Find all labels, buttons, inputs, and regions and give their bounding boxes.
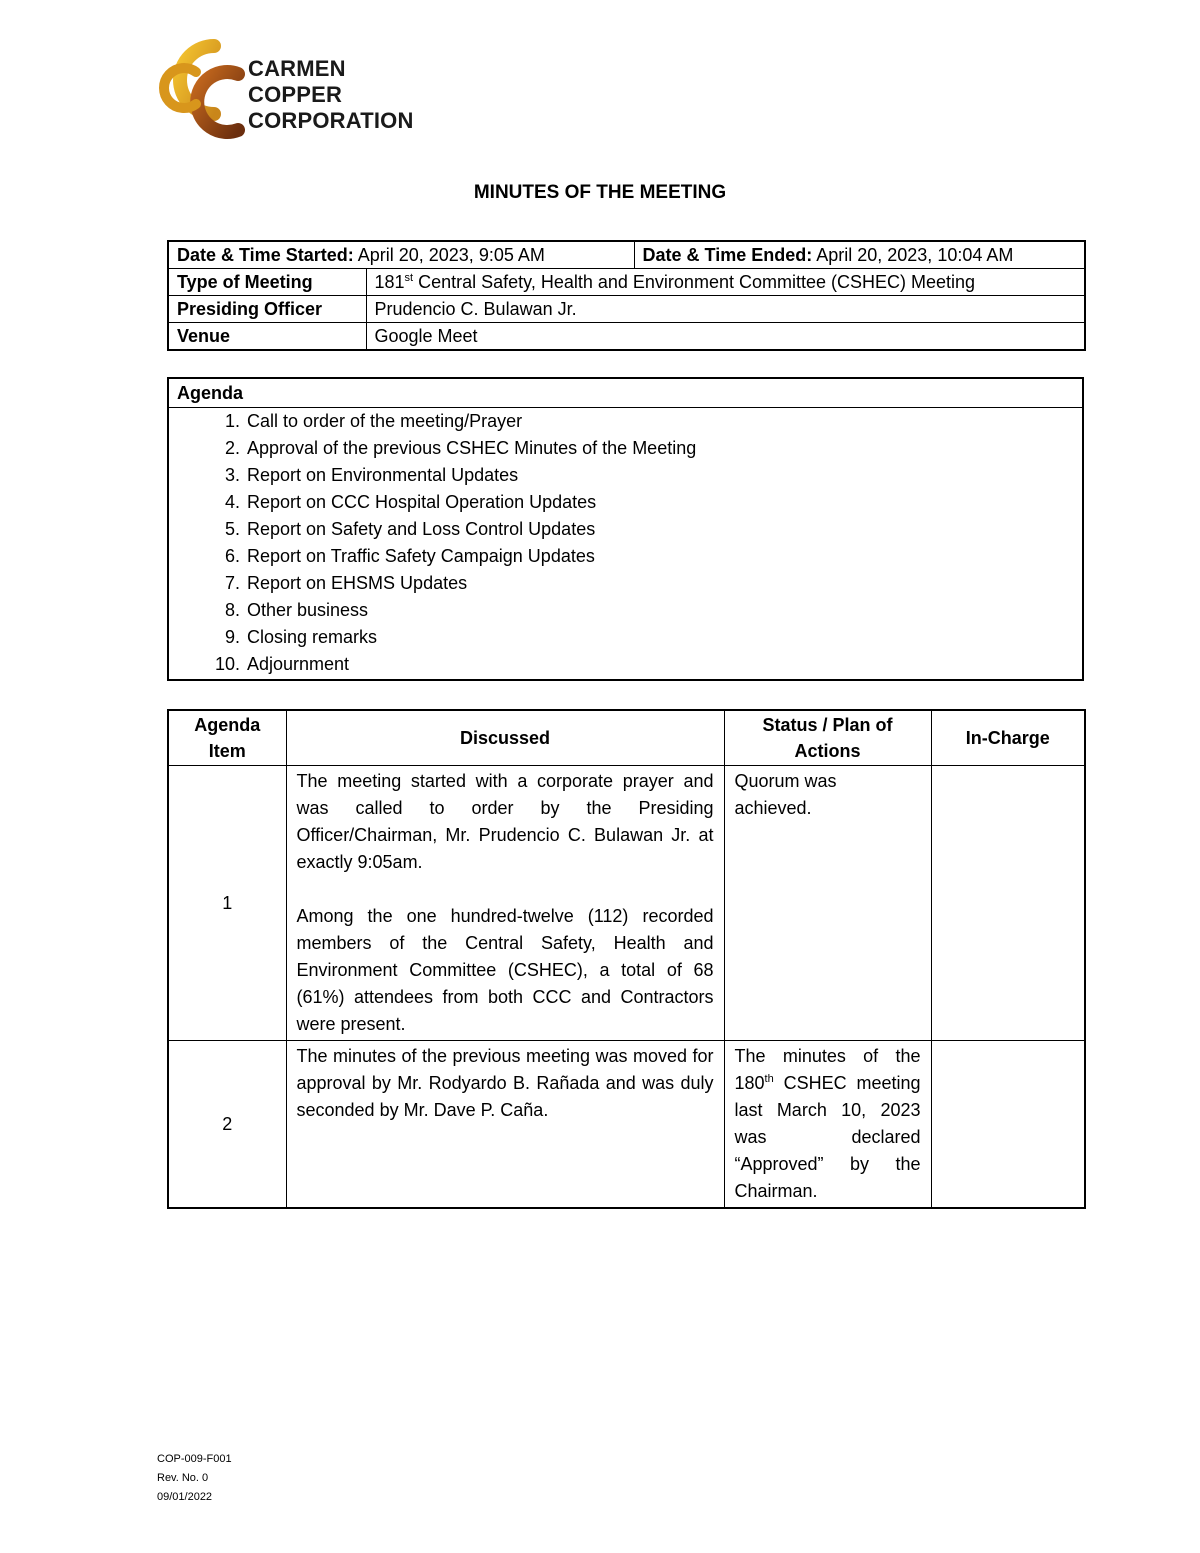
officer-label: Presiding Officer [168, 296, 366, 323]
agenda-item: 8. Other business [245, 597, 1082, 624]
venue-row [168, 323, 1085, 351]
header-in-charge: In-Charge [931, 710, 1085, 766]
agenda-item: 6. Report on Traffic Safety Campaign Updates [245, 543, 1082, 570]
row-in-charge [931, 1041, 1085, 1209]
status-text-start: The minutes of the 180 [734, 1046, 921, 1093]
minutes-header-row [168, 710, 1085, 766]
company-name-line2: COPPER [248, 82, 343, 107]
type-label: Type of Meeting [168, 269, 366, 296]
table-row [168, 1041, 1085, 1209]
row-status [724, 1041, 931, 1209]
agenda-item: 4. Report on CCC Hospital Operation Updates [245, 489, 1082, 516]
agenda-body [168, 408, 1083, 681]
company-logo [152, 34, 442, 150]
type-text: Central Safety, Health and Environment Committee (CSHEC) Meeting [418, 271, 976, 292]
row-status: Quorum was achieved. [724, 766, 931, 1041]
agenda-item: 2. Approval of the previous CSHEC Minutes of the Meeting [245, 435, 1082, 462]
status-ordinal: th [764, 1073, 774, 1085]
company-name [248, 56, 414, 134]
officer-value: Prudencio C. Bulawan Jr. [366, 296, 1085, 323]
status-text-end: CSHEC meeting last March 10, 2023 was declared “Approved” by the Chairman. [734, 1073, 921, 1201]
agenda-item: 7. Report on EHSMS Updates [245, 570, 1082, 597]
company-name-line3: CORPORATION [248, 108, 414, 133]
form-date: 09/01/2022 [157, 1491, 213, 1503]
header-status: Status / Plan of Actions [724, 710, 931, 766]
type-number: 181 [374, 271, 405, 292]
meeting-info-table [167, 240, 1086, 351]
row-in-charge [931, 766, 1085, 1041]
type-value [366, 269, 1085, 296]
end-value: April 20, 2023, 10:04 AM [816, 244, 1014, 265]
company-name-line1: CARMEN [248, 56, 346, 81]
table-row [168, 766, 1085, 1041]
agenda-item: 1. Call to order of the meeting/Prayer [245, 408, 1082, 435]
minutes-table [167, 709, 1086, 1209]
agenda-list [169, 408, 1082, 678]
end-label: Date & Time Ended: [642, 244, 813, 265]
form-code: COP-009-F001 [157, 1453, 232, 1465]
header-discussed: Discussed [286, 710, 724, 766]
document-footer [157, 1450, 232, 1507]
discussed-paragraph: Among the one hundred-twelve (112) recorded members of the Central Safety, Health and Environment Committee (CSHEC), a total of 68 (61%) attendees from both CCC and Contractors were present. [296, 906, 714, 1034]
agenda-table [167, 377, 1084, 681]
row-item-number: 1 [168, 766, 286, 1041]
row-discussed [286, 766, 724, 1041]
type-ordinal: st [404, 271, 414, 284]
ccc-logo-mark [152, 34, 252, 150]
agenda-heading: Agenda [168, 378, 1083, 408]
time-row [168, 241, 1085, 269]
discussed-paragraph: The meeting started with a corporate prayer and was called to order by the Presiding Officer/Chairman, Mr. Prudencio C. Bulawan Jr. at exactly 9:05am. [296, 771, 714, 872]
revision-number: Rev. No. 0 [157, 1472, 209, 1484]
type-row [168, 269, 1085, 296]
start-label: Date & Time Started: [177, 244, 354, 265]
start-cell [168, 241, 634, 269]
agenda-item: 10. Adjournment [245, 651, 1082, 678]
venue-label: Venue [168, 323, 366, 351]
agenda-item: 5. Report on Safety and Loss Control Updates [245, 516, 1082, 543]
start-value: April 20, 2023, 9:05 AM [357, 244, 545, 265]
row-item-number: 2 [168, 1041, 286, 1209]
officer-row [168, 296, 1085, 323]
agenda-item: 9. Closing remarks [245, 624, 1082, 651]
row-discussed: The minutes of the previous meeting was moved for approval by Mr. Rodyardo B. Rañada and was duly seconded by Mr. Dave P. Caña. [286, 1041, 724, 1209]
header-agenda-item: Agenda Item [168, 710, 286, 766]
document-title: MINUTES OF THE MEETING [473, 182, 727, 203]
agenda-item: 3. Report on Environmental Updates [245, 462, 1082, 489]
venue-value: Google Meet [366, 323, 1085, 351]
end-cell [634, 241, 1085, 269]
